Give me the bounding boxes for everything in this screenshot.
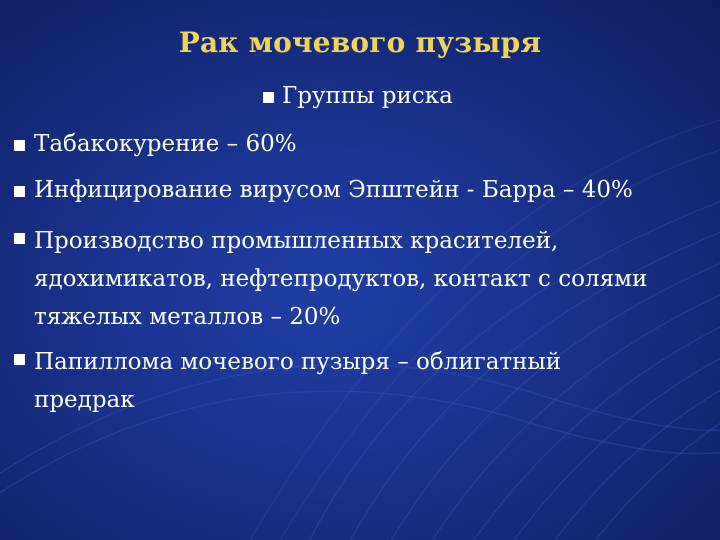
slide-title: Рак мочевого пузыря xyxy=(178,26,542,59)
square-bullet-icon xyxy=(263,92,274,103)
list-item: Табакокурение – 60% xyxy=(34,131,297,157)
square-bullet-icon xyxy=(14,233,25,244)
square-bullet-icon xyxy=(14,186,25,197)
list-item: Инфицирование вирусом Эпштейн - Барра – 40% xyxy=(34,177,633,203)
square-bullet-icon xyxy=(14,354,25,365)
subheading-risk-groups: Группы риска xyxy=(282,83,453,109)
square-bullet-icon xyxy=(14,140,25,151)
list-item: Производство промышленных красителей, ядохимикатов, нефтепродуктов, контакт с солями тяжелых металлов – 20% xyxy=(34,228,648,330)
list-item: Папиллома мочевого пузыря – облигатный предрак xyxy=(34,349,562,413)
